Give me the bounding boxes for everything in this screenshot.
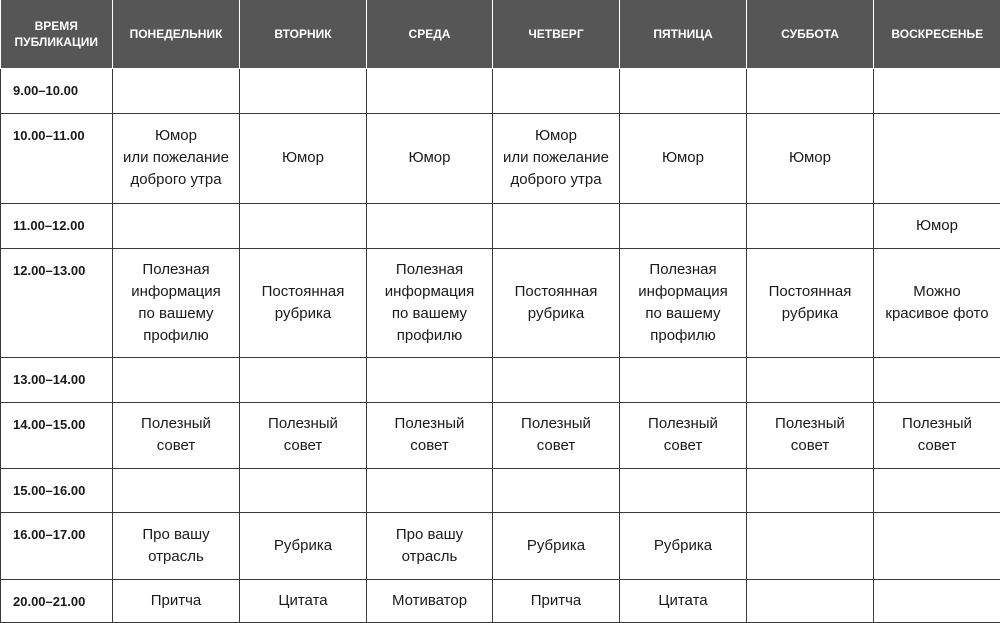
table-cell [367,357,493,402]
day-header-saturday: СУББОТА [747,0,874,68]
table-cell: Полезный совет [113,402,240,468]
table-cell [367,468,493,512]
table-cell [747,468,874,512]
time-slot: 13.00–14.00 [1,357,113,402]
table-cell: Цитата [240,579,367,622]
table-cell [367,68,493,113]
table-cell [747,579,874,622]
table-cell: Полезный совет [240,402,367,468]
table-cell: Про вашу отрасль [113,512,240,579]
time-slot: 16.00–17.00 [1,512,113,579]
table-cell: Постоянная рубрика [493,248,620,357]
table-cell: Полезный совет [874,402,1000,468]
table-cell [620,468,747,512]
table-cell: Полезный совет [367,402,493,468]
table-row [1,512,1000,579]
time-slot: 12.00–13.00 [1,248,113,357]
table-row [1,357,1000,402]
table-cell: Полезная информация по вашему профилю [113,248,240,357]
table-cell [874,512,1000,579]
table-row [1,113,1000,203]
table-cell: Юмор [240,113,367,203]
table-cell [493,203,620,248]
time-slot: 10.00–11.00 [1,113,113,203]
time-slot: 20.00–21.00 [1,579,113,622]
table-row [1,402,1000,468]
day-header-wednesday: СРЕДА [367,0,493,68]
time-column-header [1,0,113,68]
table-cell [747,357,874,402]
table-cell [874,579,1000,622]
table-row [1,203,1000,248]
table-cell: Притча [113,579,240,622]
table-cell: Постоянная рубрика [240,248,367,357]
table-cell: Про вашу отрасль [367,512,493,579]
table-cell [747,512,874,579]
table-cell [113,68,240,113]
table-cell [493,68,620,113]
table-cell [240,68,367,113]
table-row [1,468,1000,512]
table-cell [240,468,367,512]
table-cell: Полезная информация по вашему профилю [620,248,747,357]
table-cell: Полезный совет [493,402,620,468]
day-header-thursday: ЧЕТВЕРГ [493,0,620,68]
table-cell: Притча [493,579,620,622]
table-row [1,579,1000,622]
table-row [1,248,1000,357]
time-header-line1: ВРЕМЯ [3,18,111,34]
day-header-friday: ПЯТНИЦА [620,0,747,68]
table-cell [620,203,747,248]
header-row [1,0,1000,68]
table-cell: Полезный совет [747,402,874,468]
table-cell: Рубрика [493,512,620,579]
table-cell: Юмор [620,113,747,203]
table-cell [113,203,240,248]
table-cell [620,357,747,402]
time-slot: 11.00–12.00 [1,203,113,248]
table-row [1,68,1000,113]
table-cell [874,113,1000,203]
table-cell [493,357,620,402]
table-cell [113,468,240,512]
table-cell [747,68,874,113]
table-cell [367,203,493,248]
table-cell: Рубрика [240,512,367,579]
table-cell [240,357,367,402]
table-cell [874,468,1000,512]
day-header-monday: ПОНЕДЕЛЬНИК [113,0,240,68]
time-slot: 9.00–10.00 [1,68,113,113]
table-cell: Рубрика [620,512,747,579]
table-cell: Юмор или пожелание доброго утра [493,113,620,203]
table-cell: Полезный совет [620,402,747,468]
table-cell [240,203,367,248]
table-cell: Цитата [620,579,747,622]
table-cell: Можно красивое фото [874,248,1000,357]
time-slot: 14.00–15.00 [1,402,113,468]
day-header-tuesday: ВТОРНИК [240,0,367,68]
table-cell [874,68,1000,113]
table-cell: Полезная информация по вашему профилю [367,248,493,357]
table-cell [747,203,874,248]
table-cell: Юмор [367,113,493,203]
day-header-sunday: ВОСКРЕСЕНЬЕ [874,0,1000,68]
table-cell [620,68,747,113]
table-cell [874,357,1000,402]
table-cell: Юмор [874,203,1000,248]
table-cell [493,468,620,512]
table-cell: Юмор [747,113,874,203]
table-cell: Мотиватор [367,579,493,622]
table-cell [113,357,240,402]
time-slot: 15.00–16.00 [1,468,113,512]
time-header-line2: ПУБЛИКАЦИИ [3,34,111,50]
table-cell: Постоянная рубрика [747,248,874,357]
table-cell: Юмор или пожелание доброго утра [113,113,240,203]
